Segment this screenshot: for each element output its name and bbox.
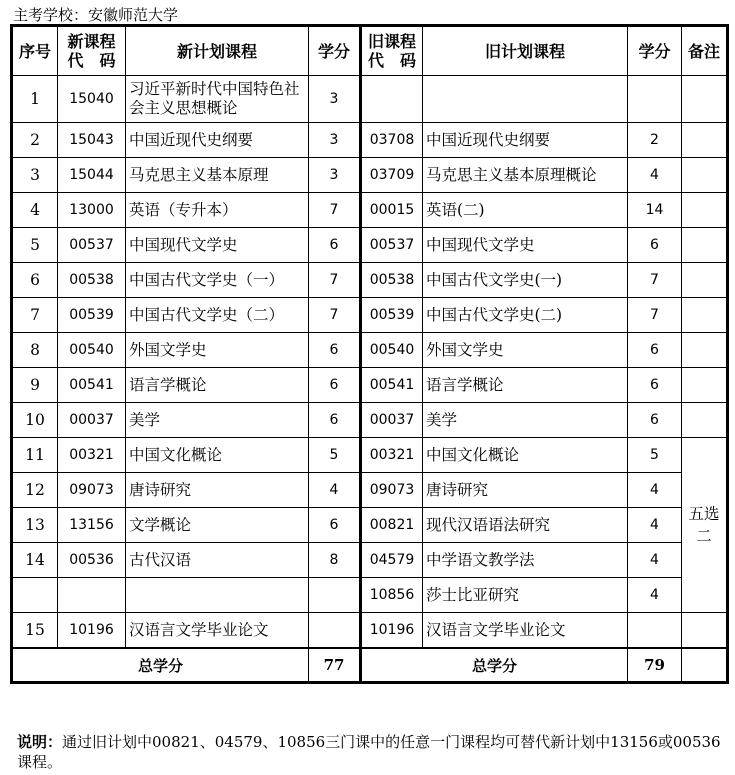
old-code-cell	[361, 76, 423, 123]
old-code-cell: 00821	[361, 508, 423, 543]
old-course-cell	[423, 76, 628, 123]
old-code-cell: 00540	[361, 333, 423, 368]
header-seq: 序号	[12, 26, 58, 76]
old-course-cell: 中国近现代史纲要	[423, 123, 628, 158]
new-credit-cell: 3	[309, 123, 361, 158]
new-code-cell: 15040	[58, 76, 126, 123]
old-credit-cell: 6	[628, 333, 682, 368]
table-row	[12, 263, 728, 298]
header-old-code-line2: 代 码	[367, 51, 416, 70]
old-code-cell: 10196	[361, 613, 423, 649]
old-course-cell: 中国古代文学史(一)	[423, 263, 628, 298]
new-course-cell: 中国文化概论	[126, 438, 309, 473]
seq-cell: 13	[12, 508, 58, 543]
remark-cell	[682, 263, 728, 298]
new-course-cell: 外国文学史	[126, 333, 309, 368]
table-row	[12, 403, 728, 438]
new-code-cell: 15044	[58, 158, 126, 193]
old-credit-cell: 4	[628, 508, 682, 543]
table-row	[12, 158, 728, 193]
old-course-cell: 现代汉语语法研究	[423, 508, 628, 543]
old-course-cell: 英语(二)	[423, 193, 628, 228]
note	[17, 732, 722, 772]
new-credit-cell: 6	[309, 508, 361, 543]
remark-cell	[682, 298, 728, 333]
old-course-cell: 汉语言文学毕业论文	[423, 613, 628, 649]
old-code-cell: 00321	[361, 438, 423, 473]
new-credit-cell: 4	[309, 473, 361, 508]
old-credit-cell: 5	[628, 438, 682, 473]
remark-cell	[682, 403, 728, 438]
seq-cell: 11	[12, 438, 58, 473]
seq-cell: 2	[12, 123, 58, 158]
remark-cell	[682, 368, 728, 403]
table-row	[12, 333, 728, 368]
header-new-code-line2: 代 码	[67, 51, 116, 70]
new-course-cell: 古代汉语	[126, 543, 309, 578]
new-code-cell: 00536	[58, 543, 126, 578]
remark-cell	[682, 193, 728, 228]
new-code-cell: 09073	[58, 473, 126, 508]
new-course-cell: 马克思主义基本原理	[126, 158, 309, 193]
seq-cell: 3	[12, 158, 58, 193]
new-code-cell: 00037	[58, 403, 126, 438]
new-code-cell: 13156	[58, 508, 126, 543]
new-credit-cell: 5	[309, 438, 361, 473]
new-code-cell: 15043	[58, 123, 126, 158]
school-line: 主考学校：安徽师范大学	[13, 6, 179, 24]
new-course-cell: 习近平新时代中国特色社会主义思想概论	[126, 76, 309, 123]
new-course-cell: 美学	[126, 403, 309, 438]
new-course-cell: 唐诗研究	[126, 473, 309, 508]
old-course-cell: 莎士比亚研究	[423, 578, 628, 613]
new-total-label: 总学分	[12, 648, 309, 683]
old-credit-cell: 6	[628, 368, 682, 403]
header-old-credit: 学分	[628, 26, 682, 76]
remark-cell	[682, 333, 728, 368]
new-code-cell: 13000	[58, 193, 126, 228]
old-credit-cell: 14	[628, 193, 682, 228]
old-course-cell: 马克思主义基本原理概论	[423, 158, 628, 193]
total-remark-cell	[682, 648, 728, 683]
seq-cell: 1	[12, 76, 58, 123]
new-code-cell: 10196	[58, 613, 126, 649]
header-new-credit: 学分	[309, 26, 361, 76]
new-code-cell: 00538	[58, 263, 126, 298]
new-credit-cell: 6	[309, 403, 361, 438]
seq-cell: 8	[12, 333, 58, 368]
table-row	[12, 193, 728, 228]
seq-cell: 4	[12, 193, 58, 228]
new-course-cell: 中国古代文学史（一）	[126, 263, 309, 298]
table-row	[12, 473, 728, 508]
new-credit-cell: 8	[309, 543, 361, 578]
table-row	[12, 123, 728, 158]
table-row	[12, 578, 728, 613]
seq-cell: 5	[12, 228, 58, 263]
old-code-cell: 03708	[361, 123, 423, 158]
new-credit-cell: 3	[309, 76, 361, 123]
old-course-cell: 外国文学史	[423, 333, 628, 368]
table-row	[12, 438, 728, 473]
remark-cell	[682, 158, 728, 193]
header-old-code	[361, 26, 423, 76]
remark-cell	[682, 123, 728, 158]
header-new-code	[58, 26, 126, 76]
old-code-cell: 00541	[361, 368, 423, 403]
new-code-cell: 00539	[58, 298, 126, 333]
seq-cell: 15	[12, 613, 58, 649]
new-code-cell: 00537	[58, 228, 126, 263]
table-row	[12, 368, 728, 403]
old-total-label: 总学分	[361, 648, 628, 683]
new-credit-cell	[309, 578, 361, 613]
old-course-cell: 中国古代文学史(二)	[423, 298, 628, 333]
old-code-cell: 00037	[361, 403, 423, 438]
new-credit-cell: 6	[309, 333, 361, 368]
new-course-cell: 中国古代文学史（二）	[126, 298, 309, 333]
old-code-cell: 00015	[361, 193, 423, 228]
table-row	[12, 508, 728, 543]
new-course-cell: 中国现代文学史	[126, 228, 309, 263]
old-credit-cell	[628, 613, 682, 649]
table-row	[12, 543, 728, 578]
new-code-cell: 00321	[58, 438, 126, 473]
old-credit-cell: 6	[628, 403, 682, 438]
new-credit-cell: 6	[309, 368, 361, 403]
note-label: 说明：	[17, 733, 63, 751]
old-course-cell: 中国现代文学史	[423, 228, 628, 263]
new-credit-cell: 6	[309, 228, 361, 263]
remark-group-cell: 五选二	[682, 438, 728, 613]
table-row	[12, 298, 728, 333]
header-new-code-line1: 新课程	[67, 32, 116, 51]
new-credit-cell: 3	[309, 158, 361, 193]
old-code-cell: 04579	[361, 543, 423, 578]
old-credit-cell: 7	[628, 298, 682, 333]
old-course-cell: 语言学概论	[423, 368, 628, 403]
new-credit-cell: 7	[309, 263, 361, 298]
seq-cell: 14	[12, 543, 58, 578]
old-code-cell: 00538	[361, 263, 423, 298]
old-credit-cell: 2	[628, 123, 682, 158]
new-code-cell	[58, 578, 126, 613]
old-code-cell: 00537	[361, 228, 423, 263]
header-new-course: 新计划课程	[126, 26, 309, 76]
old-credit-cell: 6	[628, 228, 682, 263]
course-mapping-table	[10, 24, 729, 684]
table-row	[12, 228, 728, 263]
old-code-cell: 10856	[361, 578, 423, 613]
header-old-code-line1: 旧课程	[367, 32, 416, 51]
new-credit-cell: 7	[309, 193, 361, 228]
new-course-cell: 英语（专升本）	[126, 193, 309, 228]
table-row	[12, 76, 728, 123]
header-row	[12, 26, 728, 76]
seq-cell	[12, 578, 58, 613]
old-course-cell: 唐诗研究	[423, 473, 628, 508]
old-course-cell: 美学	[423, 403, 628, 438]
new-course-cell	[126, 578, 309, 613]
seq-cell: 10	[12, 403, 58, 438]
new-course-cell: 语言学概论	[126, 368, 309, 403]
seq-cell: 7	[12, 298, 58, 333]
old-credit-cell: 4	[628, 543, 682, 578]
totals-row	[12, 648, 728, 683]
old-course-cell: 中学语文教学法	[423, 543, 628, 578]
seq-cell: 6	[12, 263, 58, 298]
new-credit-cell: 7	[309, 298, 361, 333]
header-remark: 备注	[682, 26, 728, 76]
remark-cell	[682, 76, 728, 123]
old-credit-cell: 4	[628, 158, 682, 193]
remark-cell	[682, 613, 728, 649]
seq-cell: 9	[12, 368, 58, 403]
seq-cell: 12	[12, 473, 58, 508]
old-credit-cell: 4	[628, 578, 682, 613]
new-course-cell: 中国近现代史纲要	[126, 123, 309, 158]
note-text: 通过旧计划中00821、04579、10856三门课中的任意一门课程均可替代新计划中13156或00536课程。	[17, 733, 721, 771]
new-code-cell: 00541	[58, 368, 126, 403]
new-course-cell: 汉语言文学毕业论文	[126, 613, 309, 649]
table-row	[12, 613, 728, 649]
remark-cell	[682, 228, 728, 263]
old-credit-cell	[628, 76, 682, 123]
old-code-cell: 00539	[361, 298, 423, 333]
old-course-cell: 中国文化概论	[423, 438, 628, 473]
old-code-cell: 09073	[361, 473, 423, 508]
old-code-cell: 03709	[361, 158, 423, 193]
new-total-value: 77	[309, 648, 361, 683]
old-total-value: 79	[628, 648, 682, 683]
new-course-cell: 文学概论	[126, 508, 309, 543]
new-credit-cell	[309, 613, 361, 649]
old-credit-cell: 7	[628, 263, 682, 298]
new-code-cell: 00540	[58, 333, 126, 368]
old-credit-cell: 4	[628, 473, 682, 508]
header-old-course: 旧计划课程	[423, 26, 628, 76]
